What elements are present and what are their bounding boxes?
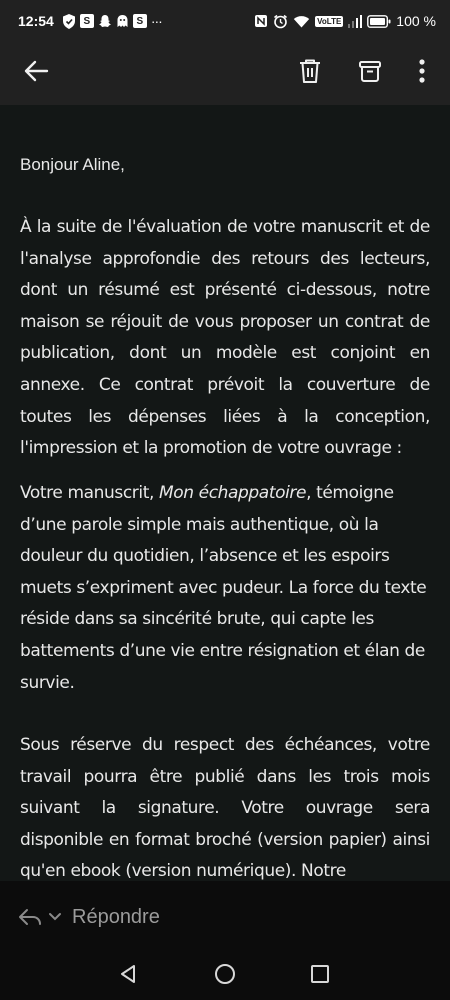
reply-bar[interactable] <box>0 881 450 953</box>
chevron-down-icon[interactable] <box>48 912 62 922</box>
nfc-icon <box>254 14 268 28</box>
snapchat-icon <box>98 14 112 28</box>
app-badge-icon: S <box>80 14 94 28</box>
archive-icon <box>358 59 382 88</box>
email-paragraph: Sous réserve du respect des échéances, votre travail pourra être publié dans les trois mois suivant la signature. Votre ouvrage sera disponible en format broché (version papier) ainsi qu'en ebook (version numérique). Notre <box>20 735 430 881</box>
trash-icon <box>298 58 322 89</box>
reply-button[interactable]: Répondre <box>72 905 160 928</box>
volte-icon: VoLTE <box>317 16 342 26</box>
signal-icon <box>348 15 362 28</box>
paragraph-text: , témoigne d’une parole simple mais authentique, où la douleur du quotidien, l’absence et les espoirs muets s’expriment avec pudeur. La force du texte réside dans sa sincérité brute, qui capte les battements d’une vie entre résignation et élan de survie. <box>20 483 427 693</box>
clock: 12:54 <box>18 13 54 29</box>
email-greeting: Bonjour Aline, <box>20 155 125 174</box>
paragraph-text: Votre manuscrit, <box>20 483 159 503</box>
alarm-icon <box>273 14 288 29</box>
arrow-left-icon <box>23 60 49 87</box>
nav-recents-button[interactable] <box>302 959 338 993</box>
status-bar <box>0 0 450 42</box>
system-nav-bar <box>0 953 450 1000</box>
ghost-icon <box>116 14 129 28</box>
app-badge-icon: S <box>133 14 147 28</box>
more-vertical-icon <box>419 59 425 88</box>
reply-arrow-icon[interactable] <box>18 907 42 927</box>
nav-back-button[interactable] <box>110 959 146 993</box>
battery-percent: 100 % <box>396 13 436 29</box>
square-recents-icon <box>310 964 330 989</box>
more-options-button[interactable] <box>404 42 440 105</box>
status-right <box>254 13 436 29</box>
email-paragraph: À la suite de l'évaluation de votre manuscrit et de l'analyse approfondie des retours des lecteurs, dont un résumé est présenté ci-dessous, notre maison se réjouit de vous proposer un contrat de publication, dont un modèle est conjoint en annexe. Ce contrat prévoit la couverture de toutes les dépenses liées à la conception, l'impression et la promotion de votre ouvrage : <box>20 217 430 459</box>
triangle-back-icon <box>118 964 138 989</box>
shield-icon <box>62 14 76 29</box>
back-button[interactable] <box>12 42 60 105</box>
delete-button[interactable] <box>286 42 334 105</box>
archive-button[interactable] <box>346 42 394 105</box>
status-left <box>18 13 162 29</box>
app-bar <box>0 42 450 105</box>
nav-home-button[interactable] <box>207 959 243 993</box>
email-paragraph <box>20 478 430 699</box>
circle-home-icon <box>214 963 236 990</box>
more-notifications-icon: ··· <box>150 13 162 29</box>
battery-icon <box>367 15 391 28</box>
email-scroll-clip <box>0 730 450 881</box>
manuscript-title: Mon échappatoire <box>158 483 307 503</box>
wifi-icon <box>293 15 310 28</box>
